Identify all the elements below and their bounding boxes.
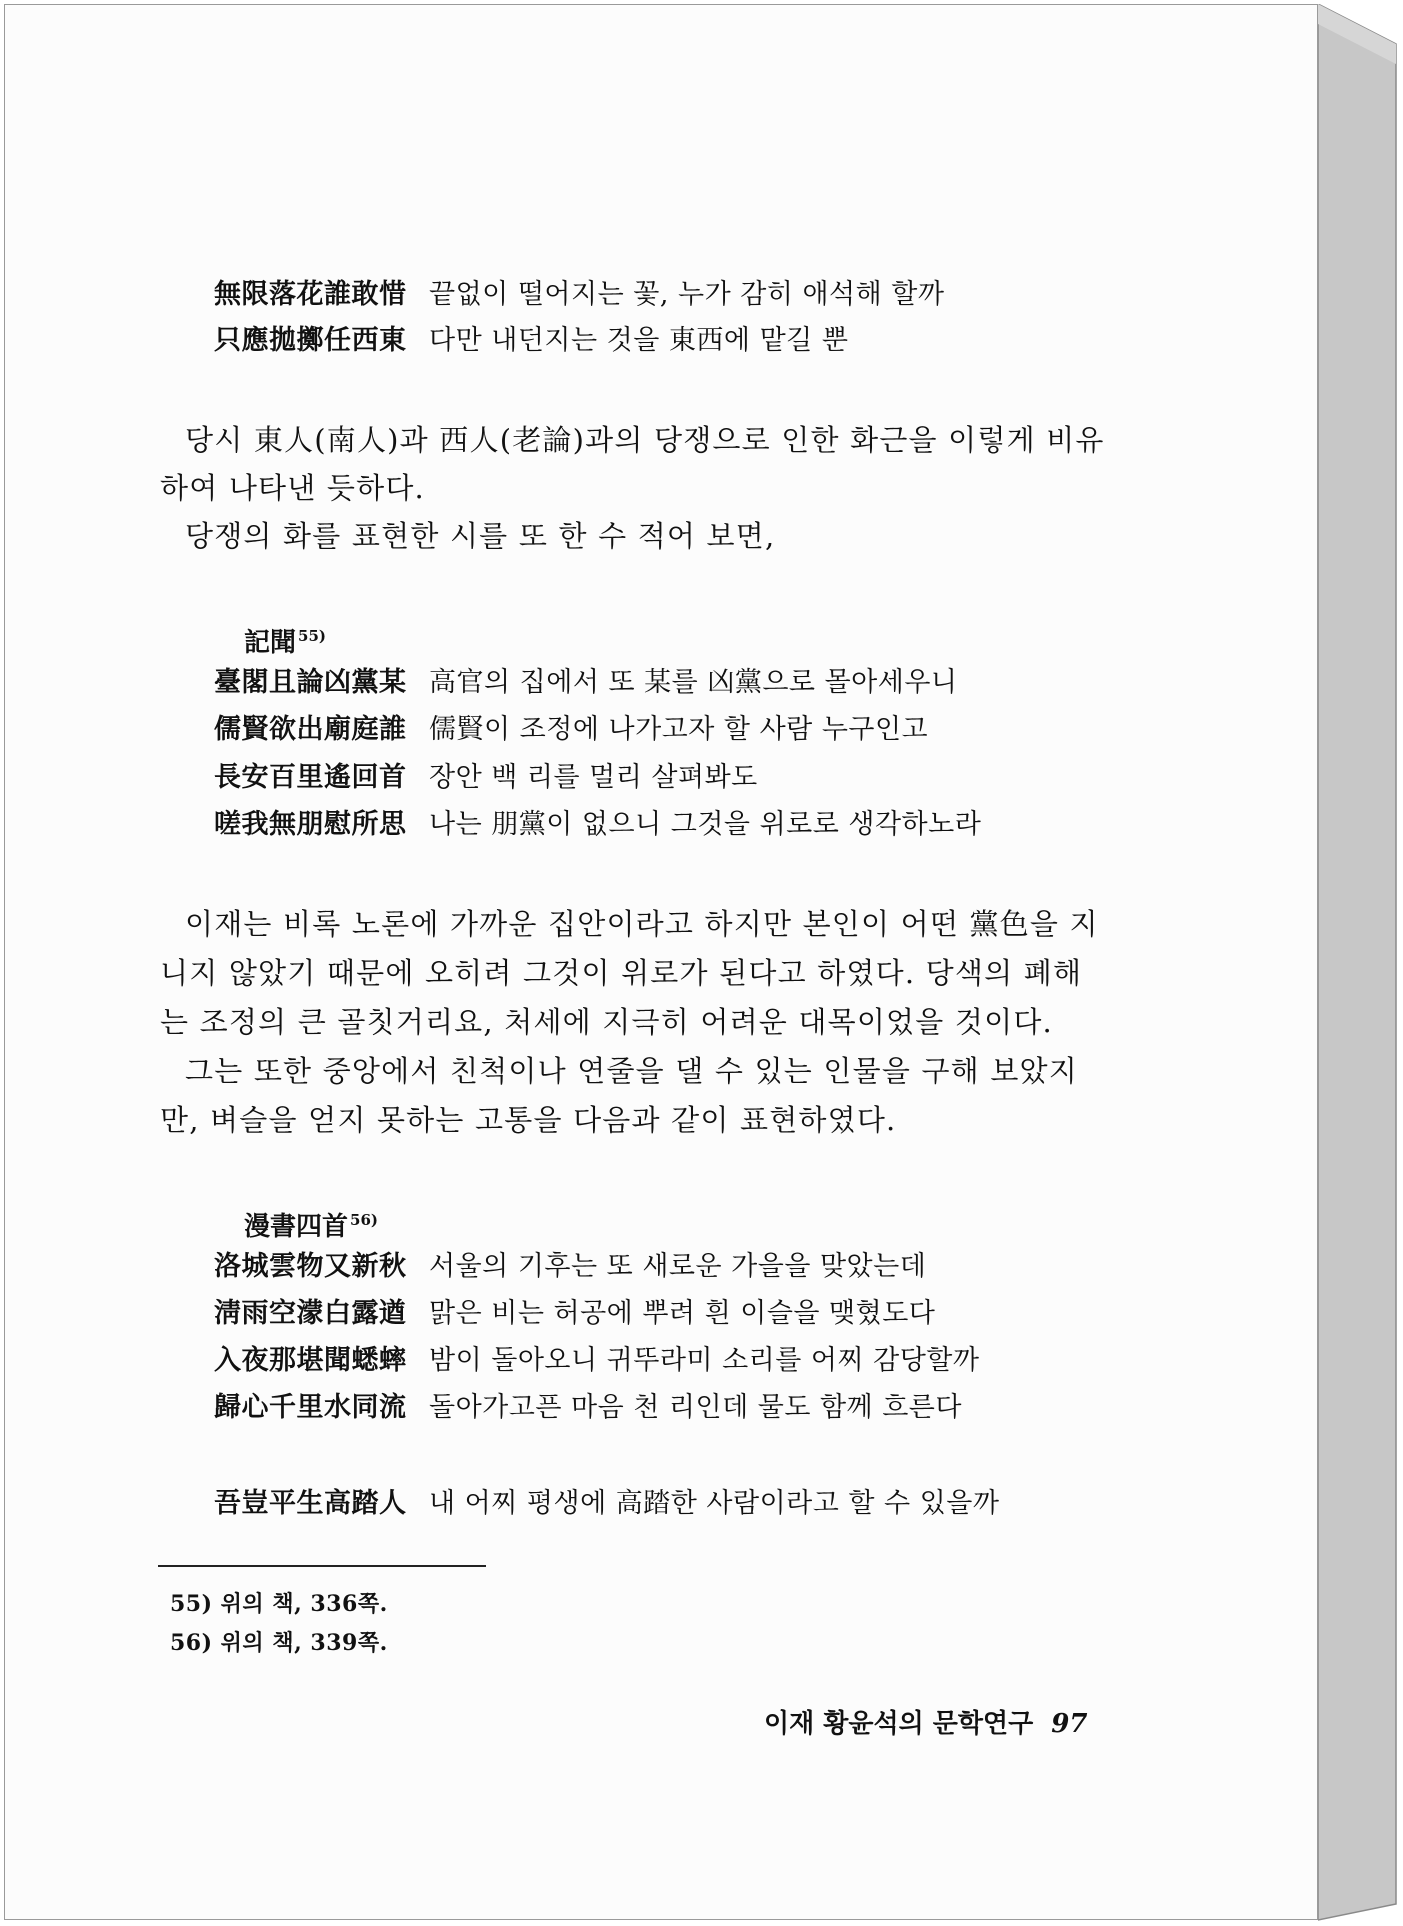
poem-line [214, 808, 981, 842]
poem-translation: 다만 내던지는 것을 東西에 맡길 뿐 [429, 325, 849, 356]
poem-hanja: 儒賢欲出廟庭誰 [214, 714, 407, 745]
page-number: 97 [1051, 1709, 1088, 1739]
poem-title [244, 622, 326, 659]
poem-translation: 장안 백 리를 멀리 살펴봐도 [429, 762, 758, 793]
poem-hanja: 入夜那堪聞蟋蟀 [214, 1345, 407, 1376]
poem-translation: 서울의 기후는 또 새로운 가을을 맞았는데 [429, 1251, 927, 1282]
poem-hanja: 吾豈平生高踏人 [214, 1488, 407, 1519]
poem-translation: 高官의 집에서 또 某를 凶黨으로 몰아세우니 [429, 667, 958, 698]
footnote: 55) 위의 책, 336쪽. [170, 1591, 388, 1617]
poem-line [214, 713, 928, 747]
poem-line [214, 324, 848, 358]
paragraph-line: 는 조정의 큰 골칫거리요, 처세에 지극히 어려운 대목이었을 것이다. [160, 1005, 1053, 1039]
footnote-ref: 56) [350, 1211, 378, 1229]
poem-translation: 돌아가고픈 마음 천 리인데 물도 함께 흐른다 [429, 1392, 962, 1423]
paragraph-line: 당시 東人(南人)과 西人(老論)과의 당쟁으로 인한 화근을 이렇게 비유 [185, 423, 1105, 457]
poem-translation: 儒賢이 조정에 나가고자 할 사람 누구인고 [429, 714, 929, 745]
poem-translation: 끝없이 떨어지는 꽃, 누가 감히 애석해 할까 [429, 279, 945, 310]
footnote-ref: 55) [298, 627, 326, 645]
poem-translation: 밤이 돌아오니 귀뚜라미 소리를 어찌 감당할까 [429, 1345, 980, 1376]
poem-line [214, 1391, 962, 1425]
poem-hanja: 無限落花誰敢惜 [214, 279, 407, 310]
footnote-divider [158, 1565, 486, 1567]
paragraph-line: 하여 나타낸 듯하다. [160, 471, 425, 505]
page-edge [1318, 4, 1398, 1920]
poem-hanja: 淸雨空濛白露遒 [214, 1298, 407, 1329]
poem-hanja: 只應拋擲任西東 [214, 325, 407, 356]
paragraph-line: 그는 또한 중앙에서 친척이나 연줄을 댈 수 있는 인물을 구해 보았지 [185, 1054, 1078, 1088]
poem-hanja: 洛城雲物又新秋 [214, 1251, 407, 1282]
paragraph-line: 만, 벼슬을 얻지 못하는 고통을 다음과 같이 표현하였다. [160, 1103, 897, 1137]
poem-line [214, 666, 957, 700]
poem-line [214, 761, 758, 795]
poem-line [214, 1344, 979, 1378]
poem-hanja: 長安百里遙回首 [214, 762, 407, 793]
footnote: 56) 위의 책, 339쪽. [170, 1630, 388, 1656]
poem-hanja: 臺閣且論凶黨某 [214, 667, 407, 698]
poem-translation: 맑은 비는 허공에 뿌려 흰 이슬을 맺혔도다 [429, 1298, 936, 1329]
paragraph-line: 이재는 비록 노론에 가까운 집안이라고 하지만 본인이 어떤 黨色을 지 [185, 907, 1099, 941]
poem-title-text: 記聞 [244, 628, 297, 658]
paragraph-line: 당쟁의 화를 표현한 시를 또 한 수 적어 보면, [185, 519, 776, 553]
poem-line [214, 1297, 935, 1331]
poem-line [214, 1250, 926, 1284]
footer-title: 이재 황윤석의 문학연구 [764, 1709, 1034, 1739]
poem-translation: 나는 朋黨이 없으니 그것을 위로로 생각하노라 [429, 809, 982, 840]
poem-hanja: 歸心千里水同流 [214, 1392, 407, 1423]
poem-hanja: 嗟我無朋慰所思 [214, 809, 407, 840]
poem-translation: 내 어찌 평생에 高踏한 사람이라고 할 수 있을까 [429, 1488, 1000, 1519]
paragraph-line: 니지 않았기 때문에 오히려 그것이 위로가 된다고 하였다. 당색의 폐해 [160, 956, 1083, 990]
poem-line [214, 1487, 999, 1521]
poem-line [214, 278, 944, 312]
poem-title-text: 漫書四首 [244, 1212, 349, 1242]
running-footer [764, 1703, 1087, 1740]
poem-title [244, 1206, 378, 1243]
